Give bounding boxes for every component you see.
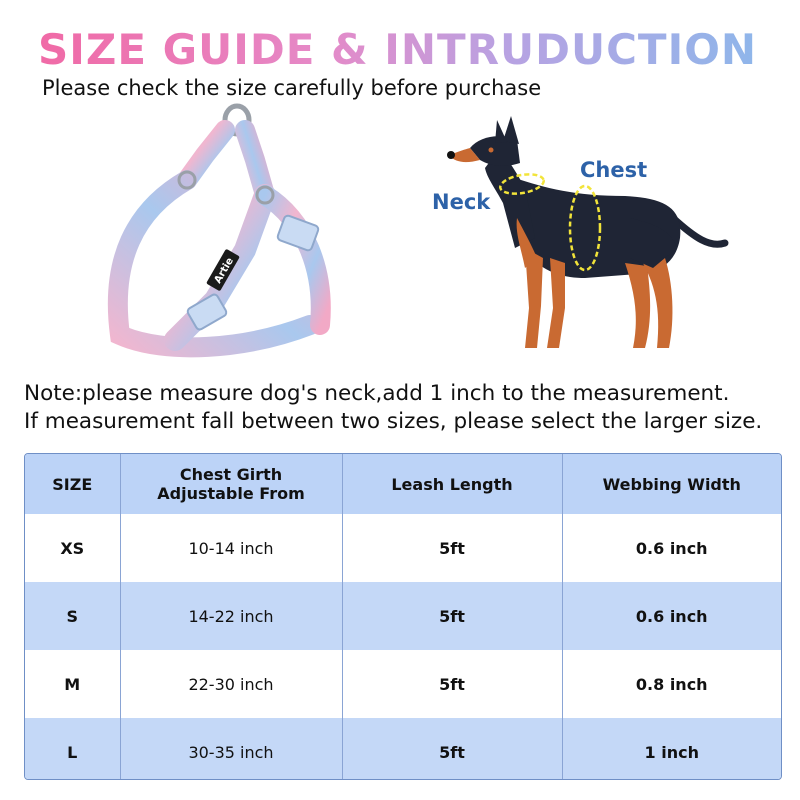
table-row [25, 650, 781, 718]
row-leash: 5ft [342, 582, 562, 650]
table-row [25, 582, 781, 650]
dog-measurement-illustration [425, 108, 745, 358]
row-leash: 5ft [342, 650, 562, 718]
table-header-row [25, 454, 781, 514]
header-leash-length: Leash Length [342, 454, 562, 514]
header-chest-line2: Adjustable From [157, 484, 305, 503]
row-chest: 30-35 inch [120, 718, 342, 780]
row-webbing: 1 inch [562, 718, 781, 780]
row-webbing: 0.6 inch [562, 514, 781, 582]
row-leash: 5ft [342, 514, 562, 582]
brand-tag: Artie [212, 256, 236, 286]
harness-product-image [105, 100, 345, 370]
neck-label: Neck [432, 190, 491, 214]
table-row [25, 718, 781, 780]
row-size: L [25, 718, 120, 780]
row-size: S [25, 582, 120, 650]
row-chest: 14-22 inch [120, 582, 342, 650]
row-webbing: 0.6 inch [562, 582, 781, 650]
chest-label: Chest [580, 158, 648, 182]
size-table [24, 453, 782, 780]
note-line-2: If measurement fall between two sizes, please select the larger size. [24, 409, 763, 434]
header-webbing-width: Webbing Width [562, 454, 781, 514]
row-size: M [25, 650, 120, 718]
row-size: XS [25, 514, 120, 582]
header-chest-line1: Chest Girth [179, 465, 283, 484]
row-leash: 5ft [342, 718, 562, 780]
note-line-1: Note:please measure dog's neck,add 1 inch to the measurement. [24, 381, 730, 406]
page-subtitle: Please check the size carefully before purchase [42, 76, 542, 100]
measurement-note [24, 380, 762, 436]
row-webbing: 0.8 inch [562, 650, 781, 718]
page-title: SIZE GUIDE & INTRUDUCTION [38, 22, 757, 78]
header-size: SIZE [25, 454, 120, 514]
row-chest: 22-30 inch [120, 650, 342, 718]
row-chest: 10-14 inch [120, 514, 342, 582]
header-chest-girth [120, 454, 342, 514]
table-row [25, 514, 781, 582]
